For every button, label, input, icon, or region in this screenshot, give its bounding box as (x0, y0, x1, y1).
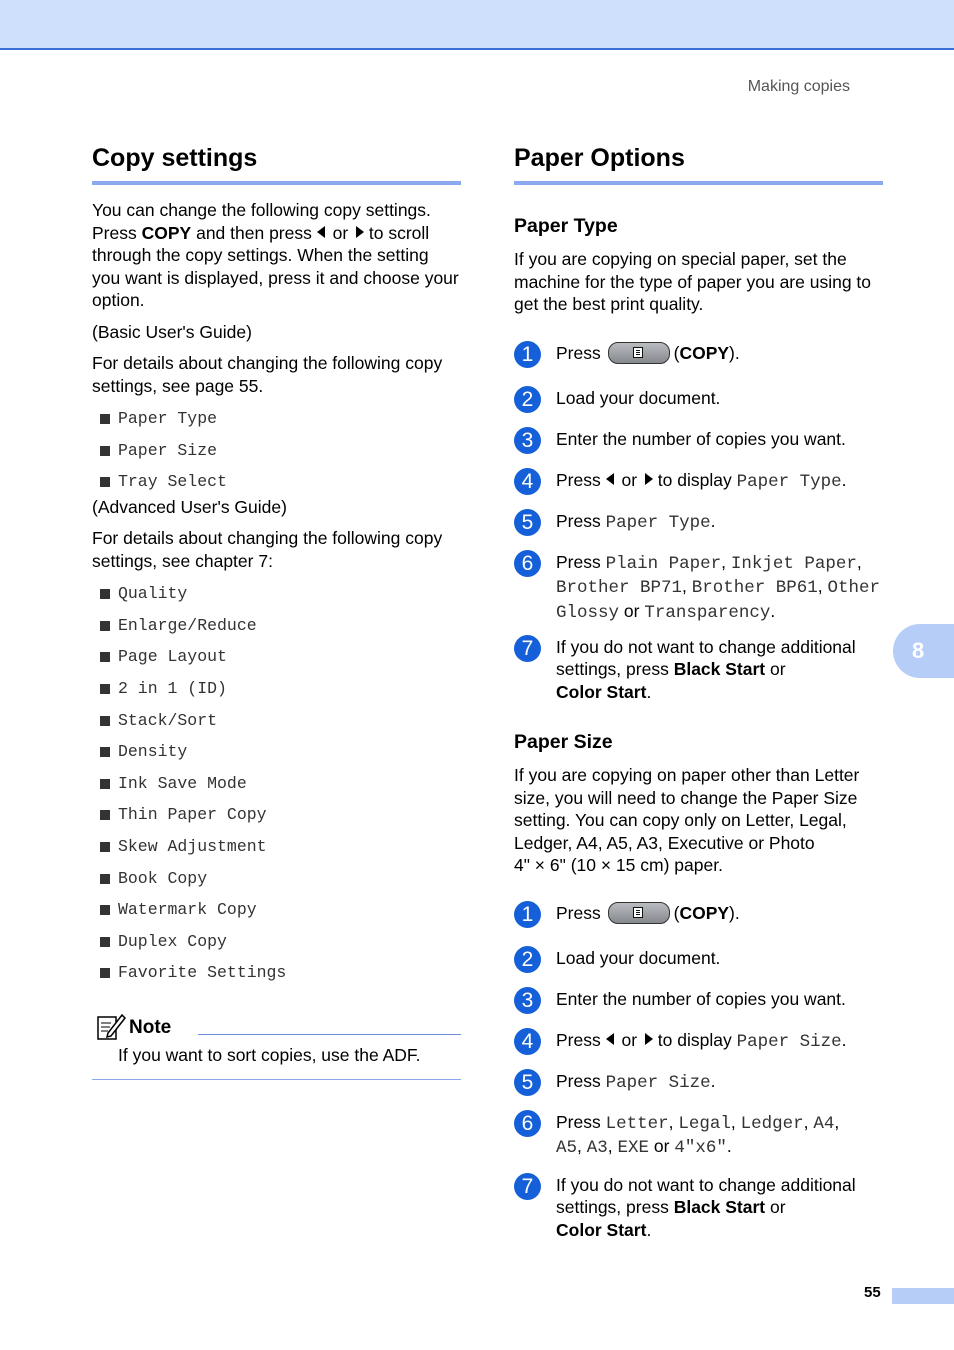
step-item: 1 Press (COPY). (514, 342, 883, 387)
step-item: 6 Press Plain Paper, Inkjet Paper, Brother BP71, Brother BP61, Other Glossy or Transparency. (514, 551, 883, 636)
step-item: 4 Press or to display Paper Type. (514, 469, 883, 510)
copy-icon (633, 907, 643, 918)
copy-settings-column (92, 140, 461, 1081)
right-arrow-icon (645, 1033, 653, 1045)
copy-button[interactable] (608, 902, 670, 924)
right-arrow-icon (356, 226, 364, 238)
paper-type-intro: If you are copying on special paper, set the machine for the type of paper you are using to get the best print quality. (514, 249, 872, 314)
advanced-guide-label: (Advanced User's Guide) (92, 496, 287, 517)
list-item: Watermark Copy (92, 900, 461, 932)
square-bullet-icon (100, 414, 110, 424)
square-bullet-icon (100, 779, 110, 789)
square-bullet-icon (100, 968, 110, 978)
paper-size-heading: Paper Size (514, 731, 613, 753)
paper-options-column (514, 140, 883, 1241)
list-item: Density (92, 742, 461, 774)
list-item: Skew Adjustment (92, 837, 461, 869)
list-item: Favorite Settings (92, 963, 461, 995)
note-divider (198, 1034, 461, 1035)
step-number-badge: 6 (514, 550, 541, 577)
step-item: 2 Load your document. (514, 387, 883, 428)
list-item: Page Layout (92, 647, 461, 679)
square-bullet-icon (100, 477, 110, 487)
step-item: 7 If you do not want to change additional settings, press Black Start or Color Start. (514, 636, 883, 704)
chapter-tab: 8 (893, 624, 954, 678)
step-number-badge: 7 (514, 635, 541, 662)
list-item: Paper Type (92, 409, 461, 441)
step-item: 2 Load your document. (514, 947, 883, 988)
step-number-badge: 4 (514, 468, 541, 495)
list-item: Enlarge/Reduce (92, 616, 461, 648)
list-item: Tray Select (92, 472, 461, 504)
paper-type-heading: Paper Type (514, 215, 618, 237)
copy-icon (633, 347, 643, 358)
left-arrow-icon (606, 473, 614, 485)
list-item: 2 in 1 (ID) (92, 679, 461, 711)
step-number-badge: 2 (514, 386, 541, 413)
square-bullet-icon (100, 684, 110, 694)
list-item: Book Copy (92, 869, 461, 901)
step-item: 4 Press or to display Paper Size. (514, 1029, 883, 1070)
paper-type-steps (514, 342, 883, 704)
list-item: Duplex Copy (92, 932, 461, 964)
step-number-badge: 7 (514, 1173, 541, 1200)
note-title: Note (129, 1017, 172, 1038)
square-bullet-icon (100, 446, 110, 456)
square-bullet-icon (100, 716, 110, 726)
step-item: 5 Press Paper Type. (514, 510, 883, 551)
step-number-badge: 1 (514, 341, 541, 368)
basic-guide-label: (Basic User's Guide) (92, 321, 252, 342)
paper-options-title: Paper Options (514, 140, 883, 185)
basic-details: For details about changing the following copy settings, see page 55. (92, 353, 443, 396)
list-item: Stack/Sort (92, 711, 461, 743)
step-number-badge: 1 (514, 901, 541, 928)
copy-settings-intro: You can change the following copy settings. Press COPY and then press or to scroll through the copy settings. When the setting you want is displayed, press it and choose your option. (92, 200, 459, 310)
basic-settings-list (92, 409, 461, 504)
copy-settings-title: Copy settings (92, 140, 461, 185)
note-bottom-rule (92, 1079, 461, 1080)
note-pencil-icon (96, 1011, 126, 1041)
list-item: Thin Paper Copy (92, 805, 461, 837)
list-item: Paper Size (92, 441, 461, 473)
step-number-badge: 5 (514, 509, 541, 536)
running-title: Making copies (747, 78, 850, 95)
paper-size-intro: If you are copying on paper other than Letter size, you will need to change the Paper Size setting. You can copy only on Letter, Legal, Ledger, A4, A5, A3, Executive or Photo 4" × 6" (10 × 15 cm) paper. (514, 765, 860, 875)
left-arrow-icon (606, 1033, 614, 1045)
step-item: 5 Press Paper Size. (514, 1070, 883, 1111)
square-bullet-icon (100, 874, 110, 884)
header-band (0, 0, 954, 50)
square-bullet-icon (100, 589, 110, 599)
square-bullet-icon (100, 747, 110, 757)
copy-button[interactable] (608, 342, 670, 364)
advanced-settings-list (92, 584, 461, 995)
step-item: 3 Enter the number of copies you want. (514, 988, 883, 1029)
step-number-badge: 2 (514, 946, 541, 973)
square-bullet-icon (100, 937, 110, 947)
list-item: Ink Save Mode (92, 774, 461, 806)
page-number-bar (892, 1288, 954, 1304)
step-number-badge: 3 (514, 987, 541, 1014)
paper-size-steps (514, 902, 883, 1242)
step-number-badge: 5 (514, 1069, 541, 1096)
left-arrow-icon (317, 226, 325, 238)
square-bullet-icon (100, 621, 110, 631)
step-item: 1 Press (COPY). (514, 902, 883, 947)
square-bullet-icon (100, 842, 110, 852)
advanced-details: For details about changing the following copy settings, see chapter 7: (92, 528, 443, 571)
square-bullet-icon (100, 810, 110, 820)
step-number-badge: 4 (514, 1028, 541, 1055)
right-arrow-icon (645, 473, 653, 485)
step-item: 7 If you do not want to change additional settings, press Black Start or Color Start. (514, 1174, 883, 1242)
note-box (92, 1011, 461, 1081)
square-bullet-icon (100, 905, 110, 915)
list-item: Quality (92, 584, 461, 616)
step-number-badge: 6 (514, 1110, 541, 1137)
step-item: 3 Enter the number of copies you want. (514, 428, 883, 469)
square-bullet-icon (100, 652, 110, 662)
note-text: If you want to sort copies, use the ADF. (118, 1045, 421, 1065)
step-number-badge: 3 (514, 427, 541, 454)
step-item: 6 Press Letter, Legal, Ledger, A4, A5, A3, EXE or 4"x6". (514, 1111, 883, 1174)
page-number: 55 (864, 1284, 881, 1301)
